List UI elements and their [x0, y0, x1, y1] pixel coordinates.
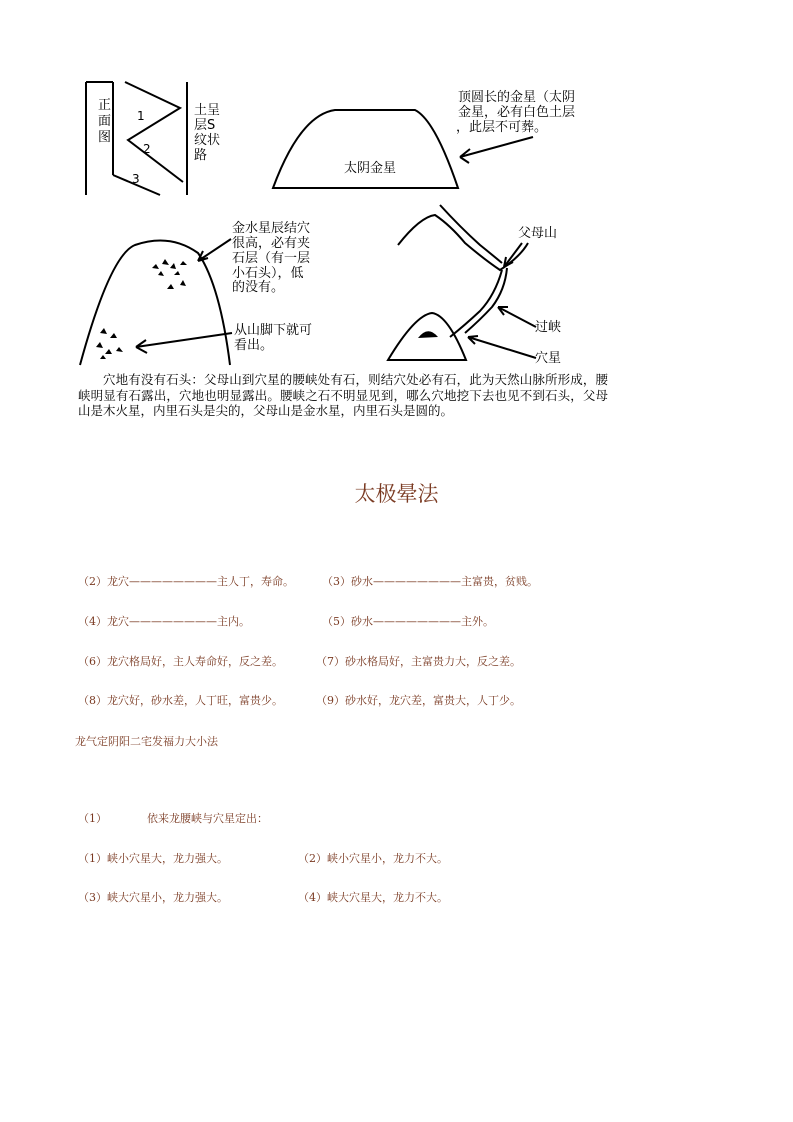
stone-explanation: 穴地有没有石头：父母山到穴星的腰峡处有石，则结穴处必有石，此为天然山脉所形成，腰峡明显有石露出，穴地也明显露出。腰峡之石不明显见到，哪么穴地挖下去也见不到石头，父母山是木火星，内里石头是尖的，父母山是金水星，内里石头是圆的。	[78, 372, 608, 418]
text-line: （6）龙穴格局好，主人寿命好，反之差。	[78, 655, 283, 668]
jinshui-note-line: 石层（有一层	[232, 251, 311, 266]
foot-note	[234, 322, 312, 353]
soil-label-line: 路	[194, 148, 208, 163]
jinshui-note-line: 金水星辰结穴	[232, 221, 311, 236]
layer-number: 1	[137, 109, 145, 123]
text-line: （4）龙穴————————主内。	[78, 615, 250, 628]
feng-shui-diagram	[70, 75, 615, 370]
taiyin-note	[456, 89, 575, 135]
soil-label-line: 纹状	[194, 133, 221, 148]
pass-label: 过峡	[535, 320, 562, 335]
front-view-label	[98, 98, 111, 145]
text-line: （3）砂水————————主富贵，贫贱。	[322, 575, 538, 588]
foot-note-line: 从山脚下就可	[234, 323, 313, 338]
foot-note-line: 看出。	[234, 338, 274, 353]
front-view-label-char: 面	[98, 114, 112, 129]
taiyin-note-line: 金星，必有白色土层	[458, 105, 576, 120]
text-line: （1）	[78, 812, 107, 825]
section-heading: 龙气定阴阳二宅发福力大小法	[75, 735, 218, 748]
mountain-ridge-lines	[398, 205, 528, 337]
soil-label-line: 层S	[194, 118, 216, 133]
jinshui-note-line: 的没有。	[232, 280, 285, 295]
text-line: （2）龙穴————————主人丁，寿命。	[78, 575, 294, 588]
text-line: （8）龙穴好，砂水差，人丁旺，富贵少。	[78, 694, 283, 707]
parent-mountain-label: 父母山	[518, 226, 558, 241]
foot-arrow	[136, 333, 232, 353]
taiyin-label: 太阴金星	[344, 161, 397, 176]
jinshui-note-line: 小石头），低	[232, 266, 304, 281]
jinshui-note-line: 很高，必有夹	[232, 236, 311, 251]
taiyin-mountain-shape	[273, 110, 458, 188]
soil-label-line: 土呈	[194, 103, 221, 118]
layer-number: 2	[143, 142, 151, 156]
text-line: 依来龙腰峡与穴星定出：	[147, 812, 268, 825]
text-line: （1）峡小穴星大，龙力强大。	[78, 852, 228, 865]
text-line: （2）峡小穴星小，龙力不大。	[298, 852, 448, 865]
cave-star-label: 穴星	[535, 351, 562, 366]
taiyin-note-line: 顶圆长的金星（太阴	[458, 90, 576, 105]
front-view-label-char: 正	[98, 98, 112, 113]
soil-label	[194, 102, 220, 163]
layer-number: 3	[132, 172, 140, 186]
text-line: （9）砂水好，龙穴差，富贵大，人丁少。	[316, 694, 521, 707]
front-view-label-char: 图	[98, 130, 112, 145]
jinshui-note	[232, 220, 310, 295]
taiyin-arrow	[460, 137, 533, 163]
text-line: （5）砂水————————主外。	[322, 615, 494, 628]
cave-star-arrow	[468, 336, 536, 358]
taiyin-note-line: ，此层不可葬。	[456, 120, 548, 135]
text-line: （4）峡大穴星大，龙力不大。	[298, 891, 448, 904]
pass-arrow	[498, 307, 536, 327]
page-title: 太极晕法	[354, 482, 439, 506]
cave-star-inner	[418, 331, 438, 338]
jinshui-arrow	[198, 239, 231, 261]
text-line: （7）砂水格局好，主富贵力大，反之差。	[316, 655, 521, 668]
text-line: （3）峡大穴星小，龙力强大。	[78, 891, 228, 904]
